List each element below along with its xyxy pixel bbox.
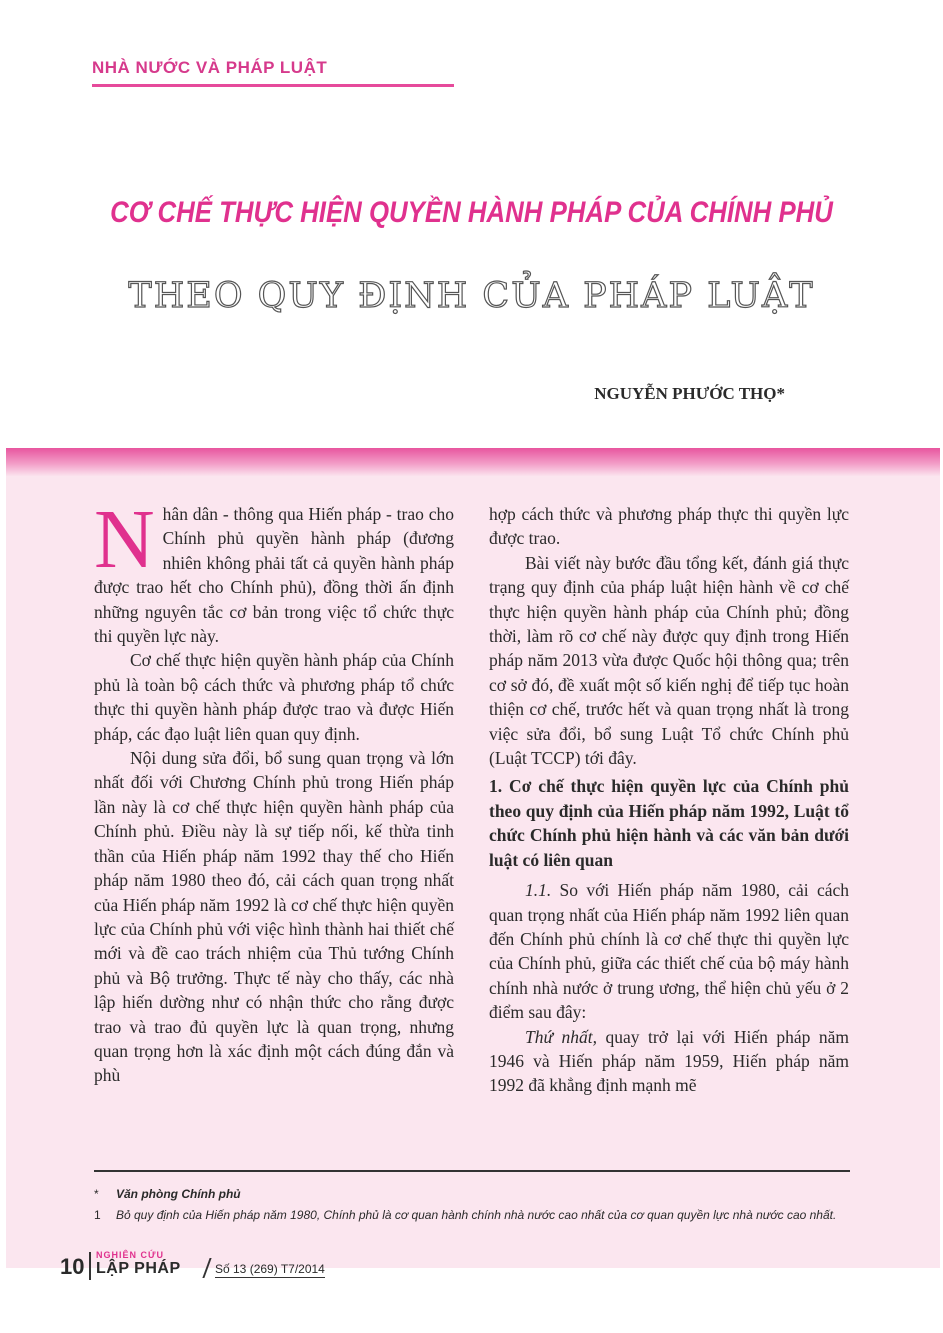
paragraph: [94, 493, 454, 648]
left-column: [94, 493, 454, 1088]
footnote-text: Bỏ quy định của Hiến pháp năm 1980, Chính phủ là cơ quan hành chính nhà nước cao nhất của cơ quan quyền lực nhà nước cao nhất.: [116, 1208, 837, 1222]
footnote-item: [94, 1186, 854, 1202]
paragraph-text: hân dân - thông qua Hiến pháp - trao cho Chính phủ quyền hành pháp (đương nhiên không phải tất cả quyền hành pháp được trao hết cho Chính phủ), đồng thời ấn định những nguyên tắc cơ bản trong việc tổ chức thực thi quyền lực này.: [94, 504, 454, 647]
footnote-item: [94, 1207, 854, 1223]
paragraph-text: So với Hiến pháp năm 1980, cải cách quan trọng nhất của Hiến pháp năm 1992 liên quan đến Chính phủ chính là cơ chế thực thi quyền lực của Chính phủ, giữa các thiết chế của bộ máy hành chính nhà nước ở trung ương, thể hiện chủ yếu ở 2 điểm sau đây:: [489, 880, 849, 1023]
section-heading: 1. Cơ chế thực hiện quyền lực của Chính phủ theo quy định của Hiến pháp năm 1992, Luật tổ chức Chính phủ hiện hành và các văn bản dưới luật có liên quan: [489, 776, 849, 870]
article-title-line1: CƠ CHẾ THỰC HIỆN QUYỀN HÀNH PHÁP CỦA CHÍNH PHỦ: [110, 196, 833, 229]
paragraph-lead: 1.1.: [525, 880, 552, 901]
paragraph: hợp cách thức và phương pháp thực thi quyền lực được trao.: [489, 504, 849, 549]
issue-info: Số 13 (269) T7/2014: [215, 1262, 325, 1276]
section-label: NHÀ NƯỚC VÀ PHÁP LUẬT: [92, 58, 454, 87]
journal-name-bottom: LẬP PHÁP: [96, 1260, 181, 1277]
paragraph-text: quay trở lại với Hiến pháp năm 1946 và Hiến pháp năm 1959, Hiến pháp năm 1992 đã khẳng định mạnh mẽ: [489, 1026, 849, 1096]
footnote-mark: *: [94, 1187, 99, 1201]
footer-divider: [89, 1252, 91, 1280]
paragraph: [489, 878, 849, 1024]
journal-name-top: NGHIÊN CỨU: [96, 1250, 164, 1260]
decorative-band: [6, 448, 940, 476]
footnote-divider: [94, 1170, 850, 1172]
paragraph: [489, 1025, 849, 1098]
footnote-mark: 1: [94, 1208, 101, 1222]
paragraph: Cơ chế thực hiện quyền hành pháp của Chính phủ là toàn bộ cách thức và phương pháp tổ chức thực thi quyền hành pháp được trao và được Hiến pháp, các đạo luật liên quan quy định.: [94, 650, 454, 744]
author-name: NGUYỄN PHƯỚC THỌ*: [594, 384, 785, 403]
article-title-line2: THEO QUY ĐỊNH CỦA PHÁP LUẬT: [128, 276, 815, 316]
footnote-text: Văn phòng Chính phủ: [116, 1187, 241, 1201]
drop-cap: N: [94, 493, 155, 586]
page-number: 10: [60, 1254, 85, 1279]
paragraph-lead: Thứ nhất,: [525, 1026, 598, 1047]
right-column: [489, 502, 849, 1098]
footnotes: [94, 1186, 854, 1228]
paragraph: Nội dung sửa đổi, bổ sung quan trọng và lớn nhất đối với Chương Chính phủ trong Hiến pháp lần này là cơ chế thực hiện quyền hành pháp của Chính phủ. Điều này là sự tiếp nối, kế thừa tinh thần của Hiến pháp năm 1992 thay thế cho Hiến pháp năm 1980 theo đó, cải cách quan trọng nhất của Hiến pháp năm 1992 là cơ chế thực hiện quyền lực của Chính phủ với việc hình thành hai thiết chế mới và đề cao trách nhiệm của Thủ tướng Chính phủ và Bộ trưởng. Thực tế này cho thấy, các nhà lập hiến dường như có nhận thức cho rằng được trao và trao đủ quyền lực là quan trọng, nhưng quan trọng hơn là xác định một cách đúng đắn và phù: [94, 748, 454, 1086]
paragraph: Bài viết này bước đầu tổng kết, đánh giá thực trạng quy định của pháp luật hiện hành về cơ chế thực hiện quyền hành pháp của Chính phủ; đồng thời, làm rõ cơ chế này được quy định trong Hiến pháp năm 2013 vừa được Quốc hội thông qua; trên cơ sở đó, đề xuất một số kiến nghị để tiếp tục hoàn thiện cơ chế, trước hết và quan trọng nhất là trong việc sửa đổi, bổ sung Luật Tổ chức Chính phủ (Luật TCCP) tới đây.: [489, 552, 849, 769]
